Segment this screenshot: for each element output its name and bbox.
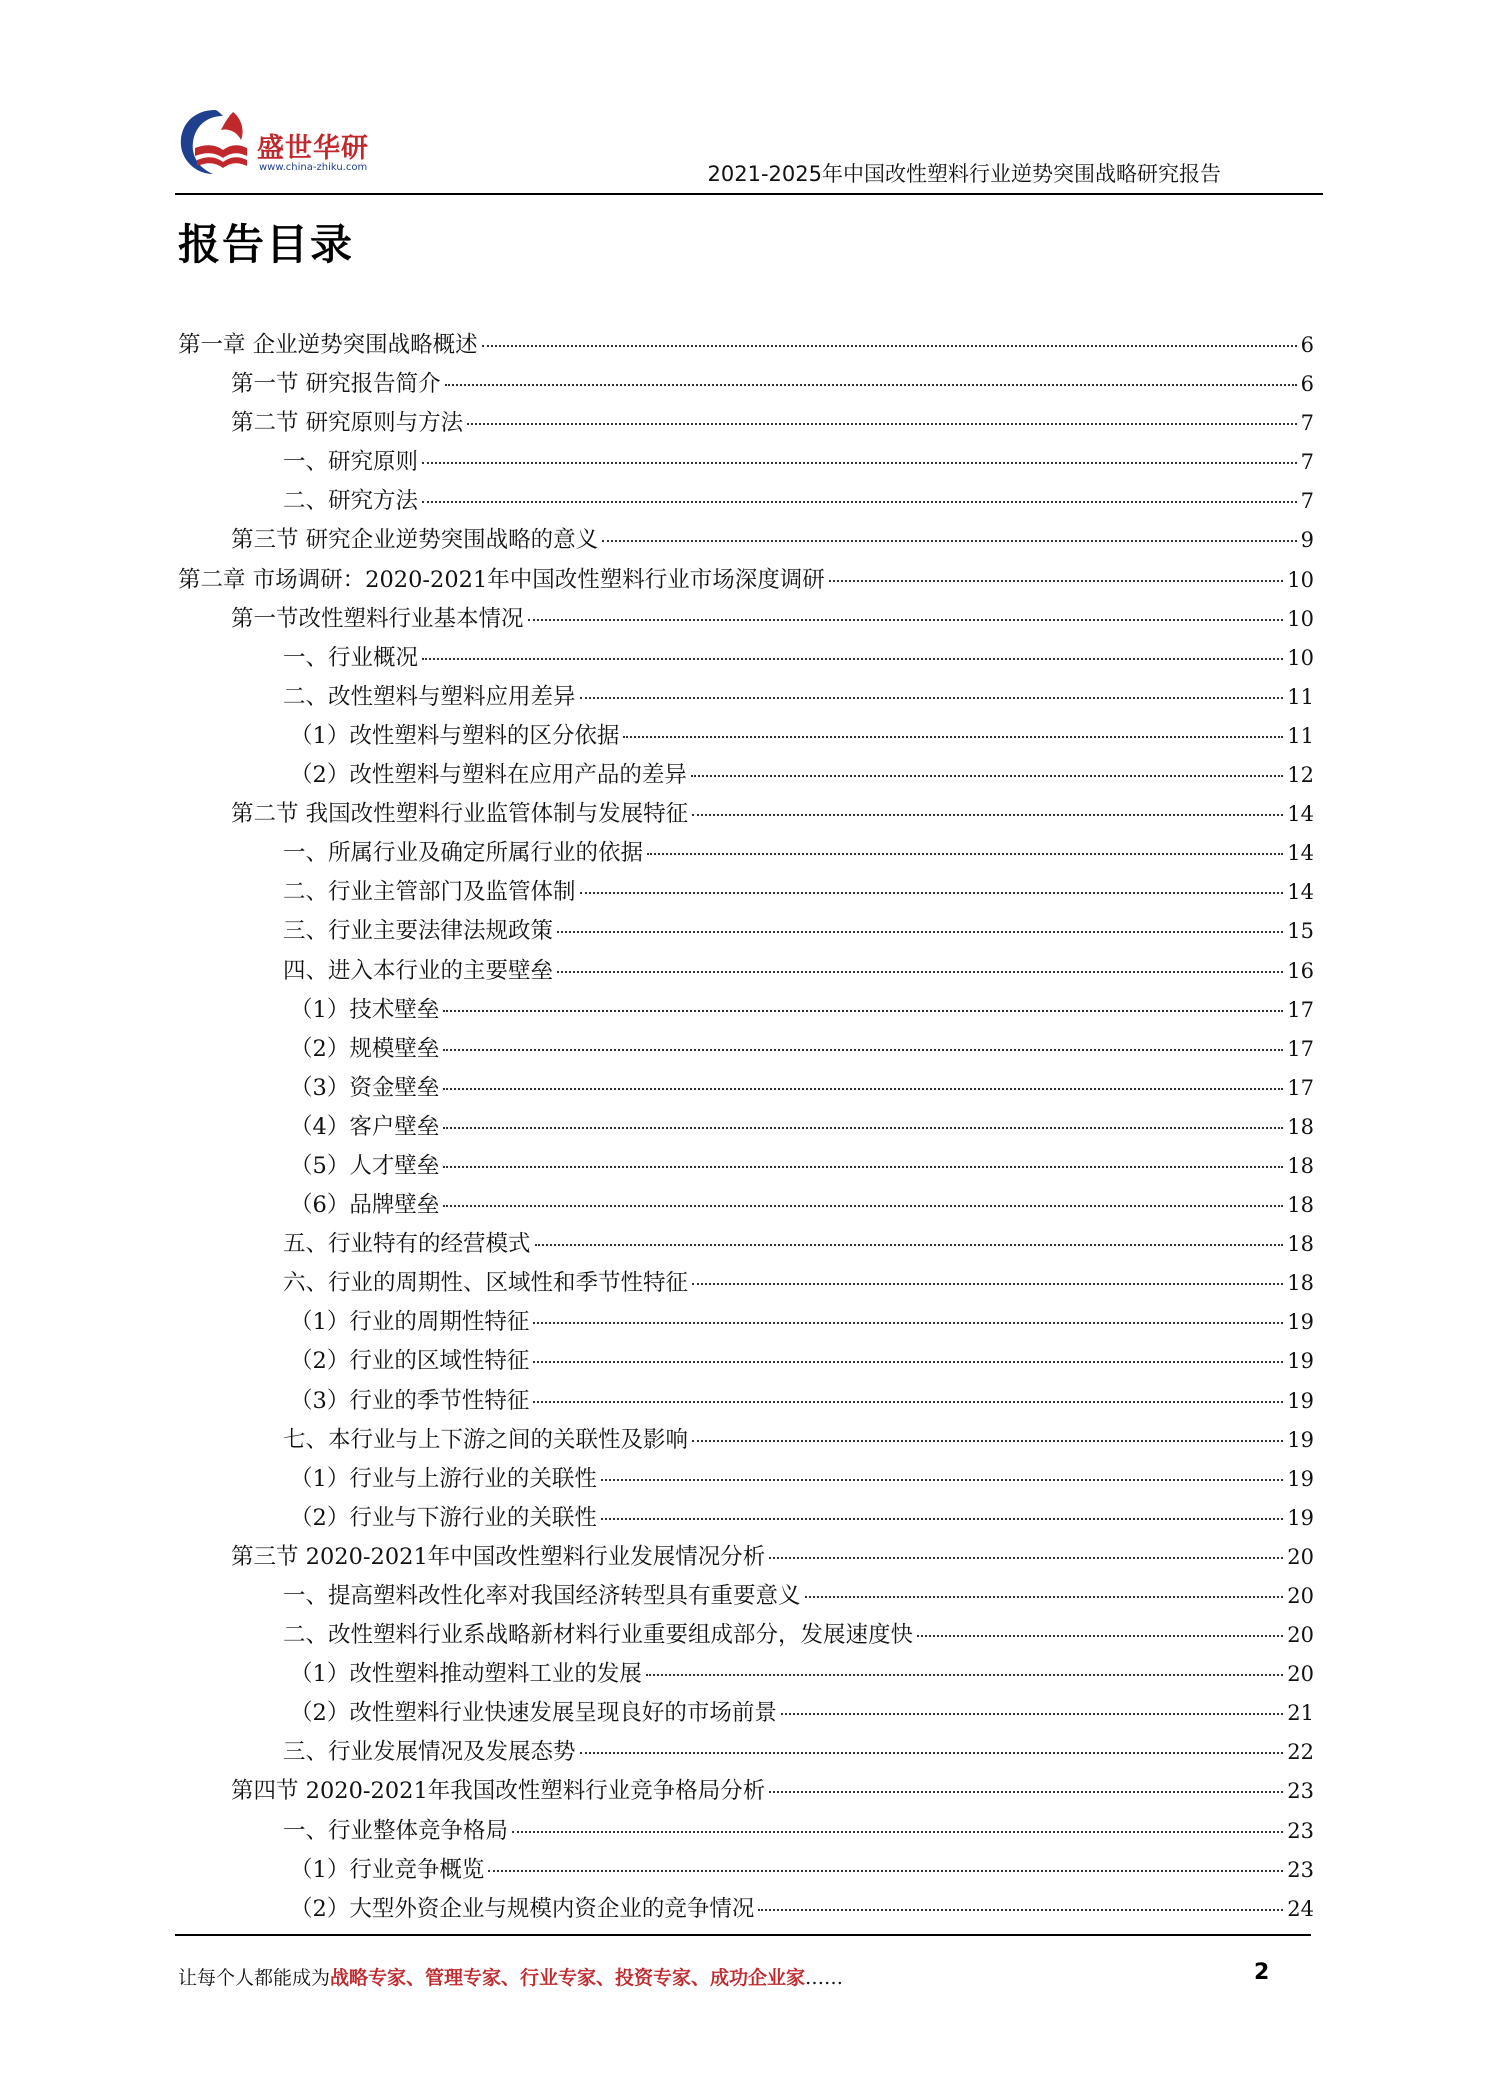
- toc-dot-leader: [422, 501, 1297, 503]
- toc-dot-leader: [601, 1518, 1283, 1520]
- logo-name: 盛世华研: [257, 133, 369, 164]
- toc-entry-page: 20: [1287, 1623, 1314, 1648]
- toc-entry[interactable]: [178, 1383, 1314, 1422]
- page-number: 2: [1254, 1960, 1270, 1985]
- toc-dot-leader: [533, 1361, 1283, 1363]
- toc-entry-title: 三、行业发展情况及发展态势: [283, 1739, 576, 1766]
- toc-entry-page: 11: [1287, 684, 1314, 709]
- toc-entry-page: 21: [1287, 1701, 1314, 1726]
- toc-entry-page: 6: [1300, 333, 1314, 357]
- toc-entry-page: 7: [1300, 489, 1314, 514]
- toc-dot-leader: [580, 892, 1284, 894]
- toc-entry-title: 二、改性塑料与塑料应用差异: [283, 683, 576, 710]
- toc-entry[interactable]: [178, 327, 1314, 366]
- toc-entry[interactable]: [178, 1813, 1314, 1852]
- toc-entry[interactable]: [178, 796, 1314, 835]
- toc-entry-page: 16: [1287, 958, 1314, 983]
- toc-entry[interactable]: [178, 835, 1314, 874]
- toc-entry-title: （4）客户壁垒: [290, 1113, 440, 1140]
- toc-dot-leader: [535, 1244, 1284, 1246]
- toc-entry[interactable]: [178, 444, 1314, 483]
- toc-entry-title: 第二节 研究原则与方法: [231, 410, 464, 437]
- toc-entry[interactable]: [178, 913, 1314, 952]
- toc-entry-page: 6: [1300, 372, 1314, 397]
- toc-entry-page: 10: [1287, 606, 1314, 631]
- toc-entry-title: （6）品牌壁垒: [290, 1192, 440, 1219]
- footer-divider: [175, 1934, 1311, 1936]
- toc-entry[interactable]: [178, 1031, 1314, 1070]
- toc-entry-title: （2）大型外资企业与规模内资企业的竞争情况: [290, 1895, 755, 1922]
- toc-entry-title: 三、行业主要法律法规政策: [283, 918, 554, 945]
- toc-dot-leader: [443, 1010, 1283, 1012]
- toc-entry-title: 六、行业的周期性、区域性和季节性特征: [283, 1270, 689, 1297]
- header-divider: [175, 193, 1323, 195]
- toc-entry-title: （1）改性塑料推动塑料工业的发展: [290, 1661, 642, 1688]
- toc-dot-leader: [533, 1322, 1283, 1324]
- toc-dot-leader: [758, 1909, 1283, 1911]
- toc-entry[interactable]: [178, 1734, 1314, 1773]
- toc-entry-page: 7: [1300, 411, 1314, 436]
- toc-entry[interactable]: [178, 1695, 1314, 1734]
- toc-entry-title: 二、行业主管部门及监管体制: [283, 879, 576, 906]
- toc-entry[interactable]: [178, 1187, 1314, 1226]
- toc-entry[interactable]: [178, 874, 1314, 913]
- toc-entry[interactable]: [178, 953, 1314, 992]
- toc-entry-title: 第一节改性塑料行业基本情况: [231, 605, 524, 632]
- toc-entry[interactable]: [178, 1539, 1314, 1578]
- toc-dot-leader: [580, 1752, 1284, 1754]
- toc-entry[interactable]: [178, 1617, 1314, 1656]
- toc-entry-page: 12: [1287, 763, 1314, 788]
- toc-entry-title: （2）改性塑料与塑料在应用产品的差异: [290, 762, 687, 789]
- toc-dot-leader: [482, 345, 1297, 347]
- toc-entry[interactable]: [178, 562, 1314, 601]
- toc-entry[interactable]: [178, 992, 1314, 1031]
- toc-entry-page: 10: [1287, 645, 1314, 670]
- toc-entry-title: 七、本行业与上下游之间的关联性及影响: [283, 1426, 689, 1453]
- toc-entry-page: 19: [1287, 1466, 1314, 1491]
- toc-entry-page: 7: [1300, 450, 1314, 475]
- toc-entry-page: 24: [1287, 1896, 1314, 1921]
- slogan-suffix: ……: [805, 1967, 844, 1989]
- toc-dot-leader: [443, 1205, 1283, 1207]
- document-title: 2021-2025年中国改性塑料行业逆势突围战略研究报告: [707, 162, 1221, 186]
- toc-entry-page: 23: [1287, 1818, 1314, 1843]
- toc-entry-page: 18: [1287, 1153, 1314, 1178]
- toc-dot-leader: [623, 736, 1283, 738]
- toc-entry[interactable]: [178, 679, 1314, 718]
- toc-entry[interactable]: [178, 1304, 1314, 1343]
- toc-entry-page: 18: [1287, 1271, 1314, 1296]
- toc-dot-leader: [580, 697, 1284, 699]
- toc-entry-page: 15: [1287, 919, 1314, 944]
- toc-dot-leader: [443, 1166, 1283, 1168]
- toc-entry[interactable]: [178, 1578, 1314, 1617]
- toc-entry[interactable]: [178, 1773, 1314, 1812]
- toc-dot-leader: [781, 1713, 1283, 1715]
- toc-entry-page: 18: [1287, 1193, 1314, 1218]
- toc-entry-title: （1）行业与上游行业的关联性: [290, 1465, 597, 1492]
- toc-entry-page: 11: [1287, 723, 1314, 748]
- toc-entry-title: 一、所属行业及确定所属行业的依据: [283, 840, 644, 867]
- toc-entry-title: 第四节 2020-2021年我国改性塑料行业竞争格局分析: [231, 1778, 766, 1805]
- toc-dot-leader: [528, 619, 1284, 621]
- toc-dot-leader: [692, 1283, 1283, 1285]
- toc-entry-title: （1）行业的周期性特征: [290, 1309, 530, 1336]
- toc-entry-title: 五、行业特有的经营模式: [283, 1231, 531, 1258]
- table-of-contents: [178, 327, 1314, 1930]
- toc-dot-leader: [512, 1831, 1283, 1833]
- toc-entry[interactable]: [178, 1109, 1314, 1148]
- toc-entry-page: 23: [1287, 1779, 1314, 1804]
- toc-entry-page: 18: [1287, 1114, 1314, 1139]
- footer-slogan: [178, 1963, 843, 1990]
- toc-entry-title: （2）行业的区域性特征: [290, 1348, 530, 1375]
- toc-entry-page: 20: [1287, 1584, 1314, 1608]
- toc-entry[interactable]: [178, 1852, 1314, 1891]
- toc-entry-title: 二、改性塑料行业系战略新材料行业重要组成部分，发展速度快: [283, 1622, 914, 1649]
- toc-entry[interactable]: [178, 405, 1314, 444]
- toc-dot-leader: [769, 1791, 1283, 1793]
- toc-dot-leader: [646, 1674, 1283, 1676]
- toc-entry-page: 14: [1287, 841, 1314, 866]
- company-logo: [175, 104, 385, 184]
- toc-dot-leader: [601, 1479, 1283, 1481]
- toc-entry-title: 一、研究原则: [283, 449, 419, 476]
- toc-entry[interactable]: [178, 1070, 1314, 1109]
- page-title: 报告目录: [178, 220, 355, 269]
- toc-entry[interactable]: [178, 1500, 1314, 1539]
- toc-dot-leader: [769, 1557, 1283, 1559]
- slogan-highlight: 战略专家、管理专家、行业专家、投资专家、成功企业家: [330, 1967, 806, 1989]
- toc-dot-leader: [557, 931, 1283, 933]
- toc-entry-title: （2）行业与下游行业的关联性: [290, 1504, 597, 1531]
- toc-entry-title: 一、行业整体竞争格局: [283, 1817, 509, 1844]
- toc-dot-leader: [692, 1440, 1283, 1442]
- toc-dot-leader: [917, 1635, 1283, 1637]
- toc-entry-title: 二、研究方法: [283, 488, 419, 515]
- toc-entry[interactable]: [178, 1148, 1314, 1187]
- toc-entry-page: 20: [1287, 1544, 1314, 1569]
- toc-dot-leader: [691, 775, 1283, 777]
- toc-dot-leader: [647, 853, 1283, 855]
- toc-entry[interactable]: [178, 757, 1314, 796]
- toc-entry-title: 第三节 研究企业逆势突围战略的意义: [231, 527, 599, 554]
- toc-entry-title: 一、行业概况: [283, 644, 419, 671]
- toc-dot-leader: [443, 1049, 1283, 1051]
- toc-entry-page: 20: [1287, 1662, 1314, 1687]
- toc-entry-title: 第二节 我国改性塑料行业监管体制与发展特征: [231, 801, 689, 828]
- toc-dot-leader: [602, 540, 1296, 542]
- toc-entry-title: （3）行业的季节性特征: [290, 1387, 530, 1414]
- toc-dot-leader: [557, 971, 1283, 973]
- toc-dot-leader: [443, 1127, 1283, 1129]
- toc-entry[interactable]: [178, 601, 1314, 640]
- toc-entry-page: 10: [1287, 567, 1314, 592]
- toc-entry-title: 第一章 企业逆势突围战略概述: [178, 332, 478, 358]
- toc-entry[interactable]: [178, 366, 1314, 405]
- toc-entry-title: 四、进入本行业的主要壁垒: [283, 957, 554, 984]
- toc-entry[interactable]: [178, 483, 1314, 522]
- toc-entry-page: 17: [1287, 1075, 1314, 1100]
- toc-entry[interactable]: [178, 1461, 1314, 1500]
- toc-entry-title: 第一节 研究报告简介: [231, 371, 441, 398]
- toc-dot-leader: [422, 462, 1297, 464]
- toc-entry[interactable]: [178, 640, 1314, 679]
- toc-entry-title: （1）技术壁垒: [290, 996, 440, 1023]
- toc-entry-title: 第三节 2020-2021年中国改性塑料行业发展情况分析: [231, 1543, 766, 1570]
- toc-entry-page: 23: [1287, 1857, 1314, 1882]
- toc-entry-page: 9: [1300, 528, 1314, 553]
- toc-entry-title: （1）改性塑料与塑料的区分依据: [290, 722, 620, 749]
- toc-dot-leader: [445, 384, 1297, 386]
- toc-entry-page: 17: [1287, 997, 1314, 1022]
- toc-dot-leader: [829, 580, 1283, 582]
- slogan-prefix: 让每个人都能成为: [178, 1967, 331, 1989]
- toc-entry[interactable]: [178, 1891, 1314, 1930]
- logo-emblem-icon: [175, 104, 255, 184]
- toc-dot-leader: [488, 1870, 1283, 1872]
- toc-dot-leader: [467, 423, 1296, 425]
- toc-entry[interactable]: [178, 522, 1314, 561]
- toc-entry-title: （5）人才壁垒: [290, 1152, 440, 1179]
- toc-entry-page: 19: [1287, 1310, 1314, 1335]
- toc-entry-title: （2）规模壁垒: [290, 1035, 440, 1062]
- toc-entry-page: 19: [1287, 1349, 1314, 1374]
- toc-entry-page: 18: [1287, 1232, 1314, 1257]
- toc-dot-leader: [805, 1596, 1284, 1598]
- toc-entry[interactable]: [178, 718, 1314, 757]
- logo-url: www.china-zhiku.com: [259, 162, 368, 173]
- toc-dot-leader: [443, 1088, 1283, 1090]
- toc-dot-leader: [533, 1401, 1283, 1403]
- toc-entry-title: 一、提高塑料改性化率对我国经济转型具有重要意义: [283, 1583, 801, 1609]
- toc-entry-page: 19: [1287, 1505, 1314, 1530]
- toc-entry[interactable]: [178, 1226, 1314, 1265]
- toc-dot-leader: [422, 658, 1283, 660]
- toc-entry-title: 第二章 市场调研：2020-2021年中国改性塑料行业市场深度调研: [178, 566, 825, 593]
- toc-dot-leader: [692, 814, 1283, 816]
- toc-entry-page: 17: [1287, 1036, 1314, 1061]
- toc-entry-title: （1）行业竞争概览: [290, 1856, 485, 1883]
- toc-entry[interactable]: [178, 1343, 1314, 1382]
- toc-entry-page: 19: [1287, 1427, 1314, 1452]
- toc-entry[interactable]: [178, 1656, 1314, 1695]
- toc-entry-page: 19: [1287, 1388, 1314, 1413]
- toc-entry-title: （2）改性塑料行业快速发展呈现良好的市场前景: [290, 1700, 777, 1727]
- toc-entry[interactable]: [178, 1422, 1314, 1461]
- toc-entry-title: （3）资金壁垒: [290, 1074, 440, 1101]
- toc-entry-page: 14: [1287, 880, 1314, 905]
- toc-entry-page: 22: [1287, 1740, 1314, 1765]
- toc-entry[interactable]: [178, 1265, 1314, 1304]
- toc-entry-page: 14: [1287, 802, 1314, 827]
